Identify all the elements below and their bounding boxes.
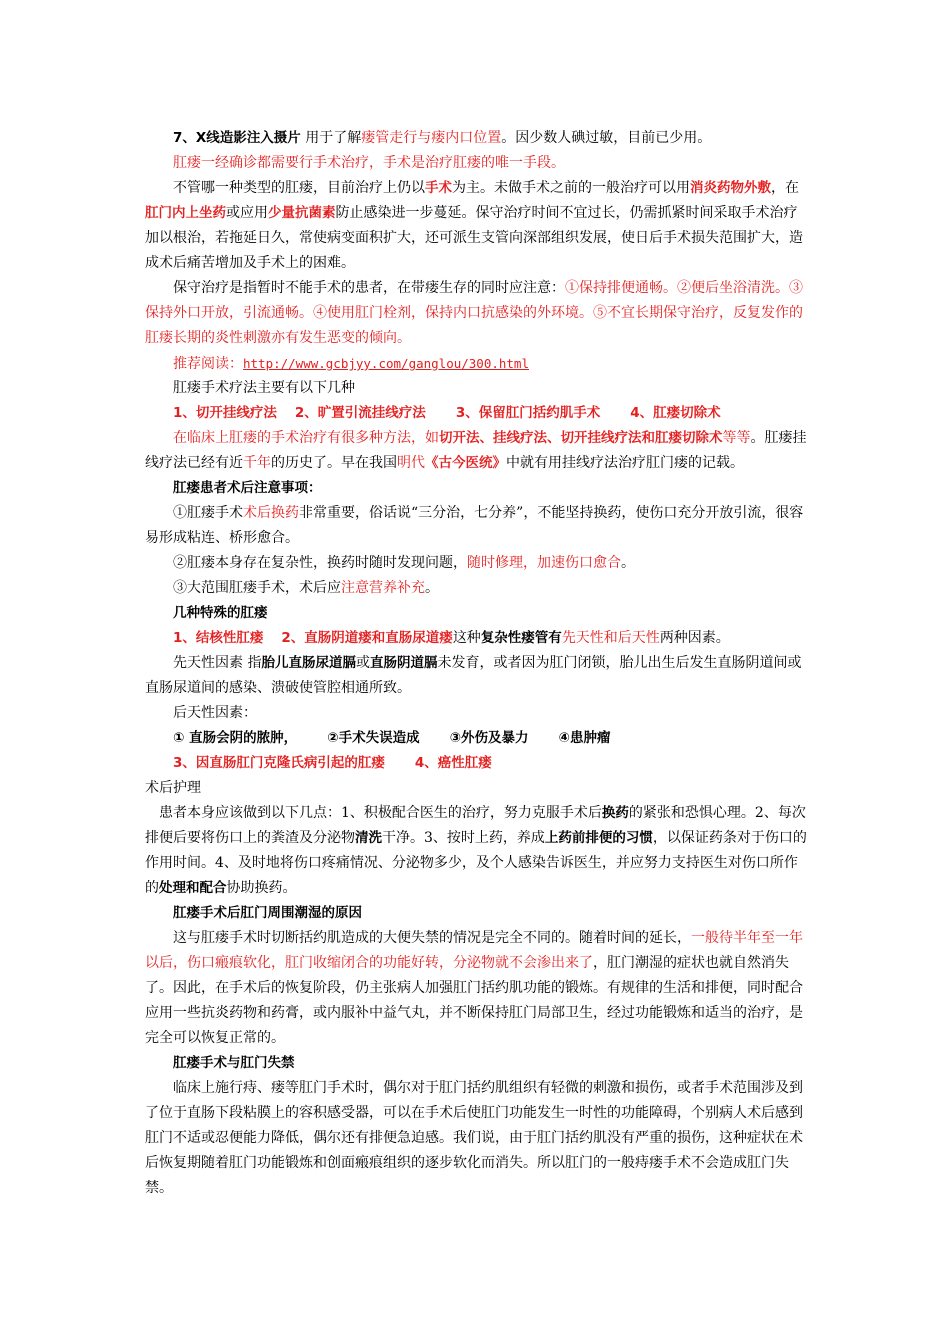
recommended-link[interactable]: http://www.gcbjyy.com/ganglou/300.html [243, 356, 529, 371]
acquired-factors-list: ① 直肠会阴的脓肿， ②手术失误造成 ③外伤及暴力 ④患肿瘤 [173, 730, 611, 746]
heading-postop-care: 术后护理 [145, 780, 201, 796]
note-1: ①肛瘘手术术后换药非常重要，俗话说“三分治，七分养”，不能坚持换药，使伤口充分开放引流，很容易形成粘连、桥形愈合。 [145, 505, 804, 546]
heading-moisture: 肛瘘手术后肛门周围潮湿的原因 [173, 905, 362, 921]
heading-xray: 7、X线造影注入摄片 [173, 130, 301, 146]
heading-postop-notes: 肛瘘患者术后注意事项： [173, 480, 322, 496]
note-3: ③大范围肛瘘手术，术后应注意营养补充。 [173, 580, 439, 596]
label-acquired: 后天性因素： [173, 705, 257, 721]
paragraph-surgery-only: 肛瘘一经确诊都需要行手术治疗，手术是治疗肛瘘的唯一手段。 [173, 155, 565, 171]
paragraph-history: 在临床上肛瘘的手术治疗有很多种方法，如切开法、挂线疗法、切开挂线疗法和肛瘘切除术等等。肛瘘挂线疗法已经有近千年的历史了。早在我国明代《古今医统》中就有用挂线疗法治疗肛门瘘的记载。 [145, 430, 807, 471]
paragraph-treatment: 不管哪一种类型的肛瘘，目前治疗上仍以手术为主。未做手术之前的一般治疗可以用消炎药物外敷，在肛门内上坐药或应用少量抗菌素防止感染进一步蔓延。保守治疗时间不宜过长，仍需抓紧时间采取手术治疗加以根治，若拖延日久，常使病变面积扩大，还可派生支管向深部组织发展，使日后手术损失范围扩大，造成术后痛苦增加及手术上的困难。 [145, 180, 803, 271]
heading-incontinence: 肛瘘手术与肛门失禁 [173, 1055, 295, 1071]
special-types-1-2: 1、结核性肛瘘 2、直肠阴道瘘和直肠尿道瘘这种复杂性瘘管有先天性和后天性两种因素。 [173, 630, 730, 646]
special-types-3-4: 3、因直肠肛门克隆氏病引起的肛瘘 4、癌性肛瘘 [173, 755, 492, 771]
paragraph-postop-care: 患者本身应该做到以下几点：1、积极配合医生的治疗，努力克服手术后换药的紧张和恐惧心理。2、每次排便后要将伤口上的粪渣及分泌物清洗干净。3、按时上药，养成上药前排便的习惯，以保证药条对于伤口的作用时间。4、及时地将伤口疼痛情况、分泌物多少，及个人感染告诉医生，并应努力支持医生对伤口所作的处理和配合协助换药。 [145, 805, 807, 896]
paragraph-congenital: 先天性因素 指胎儿直肠尿道膈或直肠阴道膈未发育，或者因为肛门闭锁，胎儿出生后发生直肠阴道间或直肠尿道间的感染、溃破使管腔相通所致。 [145, 655, 802, 696]
heading-special: 几种特殊的肛瘘 [173, 605, 268, 621]
paragraph-moisture: 这与肛瘘手术时切断括约肌造成的大便失禁的情况是完全不同的。随着时间的延长，一般待半年至一年以后，伤口瘢痕软化，肛门收缩闭合的功能好转，分泌物就不会渗出来了，肛门潮湿的症状也就自然消失了。因此，在手术后的恢复阶段，仍主张病人加强肛门括约肌功能的锻炼。有规律的生活和排便，同时配合应用一些抗炎药物和药膏，或内服补中益气丸，并不断保持肛门局部卫生，经过功能锻炼和适当的治疗，是完全可以恢复正常的。 [145, 930, 803, 1046]
paragraph-incontinence: 临床上施行痔、瘘等肛门手术时，偶尔对于肛门括约肌组织有轻微的刺激和损伤，或者手术范围涉及到了位于直肠下段粘膜上的容积感受器，可以在手术后使肛门功能发生一时性的功能障碍，个别病人术后感到肛门不适或忍便能力降低，偶尔还有排便急迫感。我们说，由于肛门括约肌没有严重的损伤，这种症状在术后恢复期随着肛门功能锻炼和创面瘢痕组织的逐步软化而消失。所以肛门的一般痔瘘手术不会造成肛门失禁。 [145, 1080, 803, 1196]
paragraph-conservative: 保守治疗是指暂时不能手术的患者，在带瘘生存的同时应注意：①保持排便通畅。②便后坐浴清洗。③保持外口开放，引流通畅。④使用肛门栓剂，保持内口抗感染的外环境。⑤不宜长期保守治疗，反复发作的肛瘘长期的炎性刺激亦有发生恶变的倾向。 [145, 280, 803, 346]
methods-list: 1、切开挂线疗法 2、旷置引流挂线疗法 3、保留肛门括约肌手术 4、肛瘘切除术 [173, 405, 721, 421]
paragraph-xray: 7、X线造影注入摄片 用于了解瘘管走行与瘘内口位置。因少数人碘过敏，目前已少用。 [173, 130, 712, 146]
paragraph-methods-intro: 肛瘘手术疗法主要有以下几种 [173, 380, 355, 396]
recommended-reading: 推荐阅读：http://www.gcbjyy.com/ganglou/300.html [173, 356, 529, 372]
note-2: ②肛瘘本身存在复杂性，换药时随时发现问题，随时修理，加速伤口愈合。 [173, 555, 635, 571]
